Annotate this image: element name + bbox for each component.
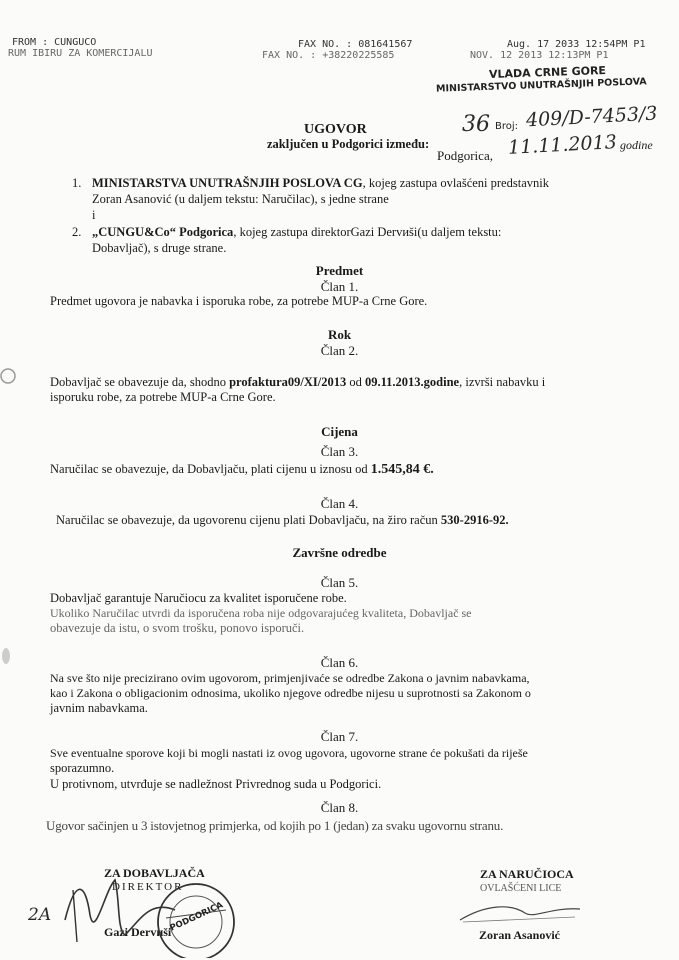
signature-initial: 2A bbox=[28, 905, 52, 925]
party-2-line-2: Dobavljač), s druge strane. bbox=[92, 241, 227, 255]
signature-right-scribble bbox=[455, 895, 585, 930]
clan-7: Član 7. bbox=[320, 729, 359, 744]
handwritten-number: 36 bbox=[462, 112, 490, 137]
clan-6-line-3: javnim nabavkama. bbox=[50, 701, 148, 715]
clan-7-line-2: sporazumno. bbox=[50, 761, 115, 775]
signature-left-name: Gazi Dervиši bbox=[104, 925, 172, 939]
handwritten-broj: 409/D-7453/3 bbox=[525, 102, 659, 132]
fax-number-2: FAX NO. : +38220225585 bbox=[262, 50, 395, 61]
fax-number: FAX NO. : 081641567 bbox=[298, 39, 413, 50]
stamp-podgorica: Podgorica, bbox=[437, 148, 493, 163]
handwritten-date: 11.11.2013 bbox=[507, 131, 618, 159]
clan-3: Član 3. bbox=[320, 444, 359, 459]
heading-predmet: Predmet bbox=[315, 263, 364, 278]
fax-from: FROM : CUNGUCO bbox=[12, 37, 97, 48]
signature-right-name: Zoran Asanović bbox=[479, 928, 561, 942]
punch-hole-icon bbox=[0, 366, 20, 386]
clan-2-line-1 bbox=[50, 375, 545, 390]
clan-7-line-3: U protivnom, utvrđuje se nadležnost Privrednog suda u Podgorici. bbox=[50, 777, 382, 791]
heading-zavrsne: Završne odredbe bbox=[292, 545, 387, 560]
clan-3-text-a: Naručilac se obavezuje, da Dobavljaču, plati cijenu u iznosu od bbox=[50, 462, 371, 476]
stamp-broj-label: Broj: bbox=[495, 121, 519, 132]
heading-rok: Rok bbox=[327, 327, 352, 342]
clan-6-line-2: kao i Zakona o obligacionim odnosima, ukoliko njegove odredbe nijesu u suprotnosti sa Zakonom o bbox=[50, 686, 531, 700]
clan-2-text-c: od bbox=[346, 375, 365, 389]
clan-1: Član 1. bbox=[320, 279, 359, 294]
stamp-ministry: MINISTARSTVO UNUTRAŠNJIH POSLOVA bbox=[435, 76, 647, 95]
signature-left-title: ZA DOBAVLJAČA bbox=[104, 866, 205, 880]
clan-2-line-2: isporuku robe, za potrebe MUP-a Crne Gore. bbox=[50, 390, 276, 404]
signature-left-role: DIREKTOR bbox=[112, 881, 184, 893]
party-1-name: MINISTARSTVA UNUTRAŠNJIH POSLOVA CG bbox=[92, 176, 363, 190]
clan-2-proforma: profaktura09/XI/2013 bbox=[229, 375, 347, 389]
clan-5: Član 5. bbox=[320, 575, 359, 590]
clan-2-text-a: Dobavljač se obavezuje da, shodno bbox=[50, 375, 230, 389]
clan-4-account: 530-2916-92. bbox=[440, 513, 509, 527]
signature-right-title: ZA NARUČIOCA bbox=[480, 867, 574, 881]
fax-date-2: NOV. 12 2013 12:13PM P1 bbox=[470, 50, 609, 61]
party-1-line-1 bbox=[92, 176, 549, 191]
clan-1-text: Predmet ugovora je nabavka i isporuka robe, za potrebe MUP-a Crne Gore. bbox=[50, 294, 428, 308]
clan-5-line-1: Dobavljač garantuje Naručiocu za kvalitet isporučene robe. bbox=[50, 591, 347, 605]
party-1-line-2: Zoran Asanović (u daljem tekstu: Naručilac), s jedne strane bbox=[92, 192, 389, 206]
clan-4: Član 4. bbox=[320, 496, 359, 511]
document-subtitle: zaključen u Podgorici između: bbox=[267, 137, 430, 151]
clan-7-line-1: Sve eventualne sporove koji bi mogli nastati iz ovog ugovora, ugovorne strane će pokušati da riješe bbox=[50, 746, 528, 760]
clan-4-text-a: Naručilac se obavezuje, da ugovorenu cijenu plati Dobavljaču, na žiro račun bbox=[56, 513, 441, 527]
stamp-government: VLADA CRNE GORE bbox=[488, 63, 607, 82]
fax-date: Aug. 17 2033 12:54PM P1 bbox=[507, 39, 646, 50]
party-2-rest: , kojeg zastupa direktorGazi Dervиši(u daljem tekstu: bbox=[233, 225, 502, 239]
clan-5-line-2: Ukoliko Naručilac utvrdi da isporučena roba nije odgovarajućeg kvaliteta, Dobavljač se bbox=[50, 606, 472, 620]
clan-6-line-1: Na sve što nije precizirano ovim ugovorom, primjenjivaće se odredbe Zakona o javnim nabavkama, bbox=[50, 671, 530, 685]
fax-from-2: RUM IBIRU ZA KOMERCIJALU bbox=[8, 48, 153, 59]
stamp-godine: godine bbox=[620, 138, 653, 152]
clan-8: Član 8. bbox=[320, 800, 359, 815]
party-2-number: 2. bbox=[72, 225, 82, 239]
clan-3-text bbox=[50, 462, 434, 477]
clan-5-line-3: obavezuje da istu, o svom trošku, ponovo isporuči. bbox=[50, 621, 305, 635]
party-2-line-1 bbox=[92, 225, 501, 240]
conjunction: i bbox=[92, 208, 96, 222]
clan-6: Član 6. bbox=[320, 655, 359, 670]
signature-right-role: OVLAŠĆENI LICE bbox=[480, 883, 562, 894]
party-1-rest: , kojeg zastupa ovlašćeni predstavnik bbox=[362, 176, 549, 190]
clan-4-text bbox=[56, 513, 509, 528]
clan-8-line-1: Ugovor sačinjen u 3 istovjetnog primjerka, od kojih po 1 (jedan) za svaku ugovornu stranu. bbox=[46, 818, 504, 833]
clan-2: Član 2. bbox=[320, 343, 359, 358]
party-1-number: 1. bbox=[72, 176, 82, 190]
clan-2-text-d: , izvrši nabavku i bbox=[459, 375, 546, 389]
party-2-name: „CUNGU&Co“ Podgorica bbox=[92, 225, 234, 239]
seal-text: PODGORICA bbox=[168, 900, 225, 934]
clan-2-date: 09.11.2013.godine bbox=[365, 375, 460, 389]
scan-mark-icon bbox=[0, 645, 14, 667]
clan-3-amount: 1.545,84 €. bbox=[370, 462, 434, 477]
document-title: UGOVOR bbox=[304, 122, 367, 137]
heading-cijena: Cijena bbox=[321, 424, 358, 439]
